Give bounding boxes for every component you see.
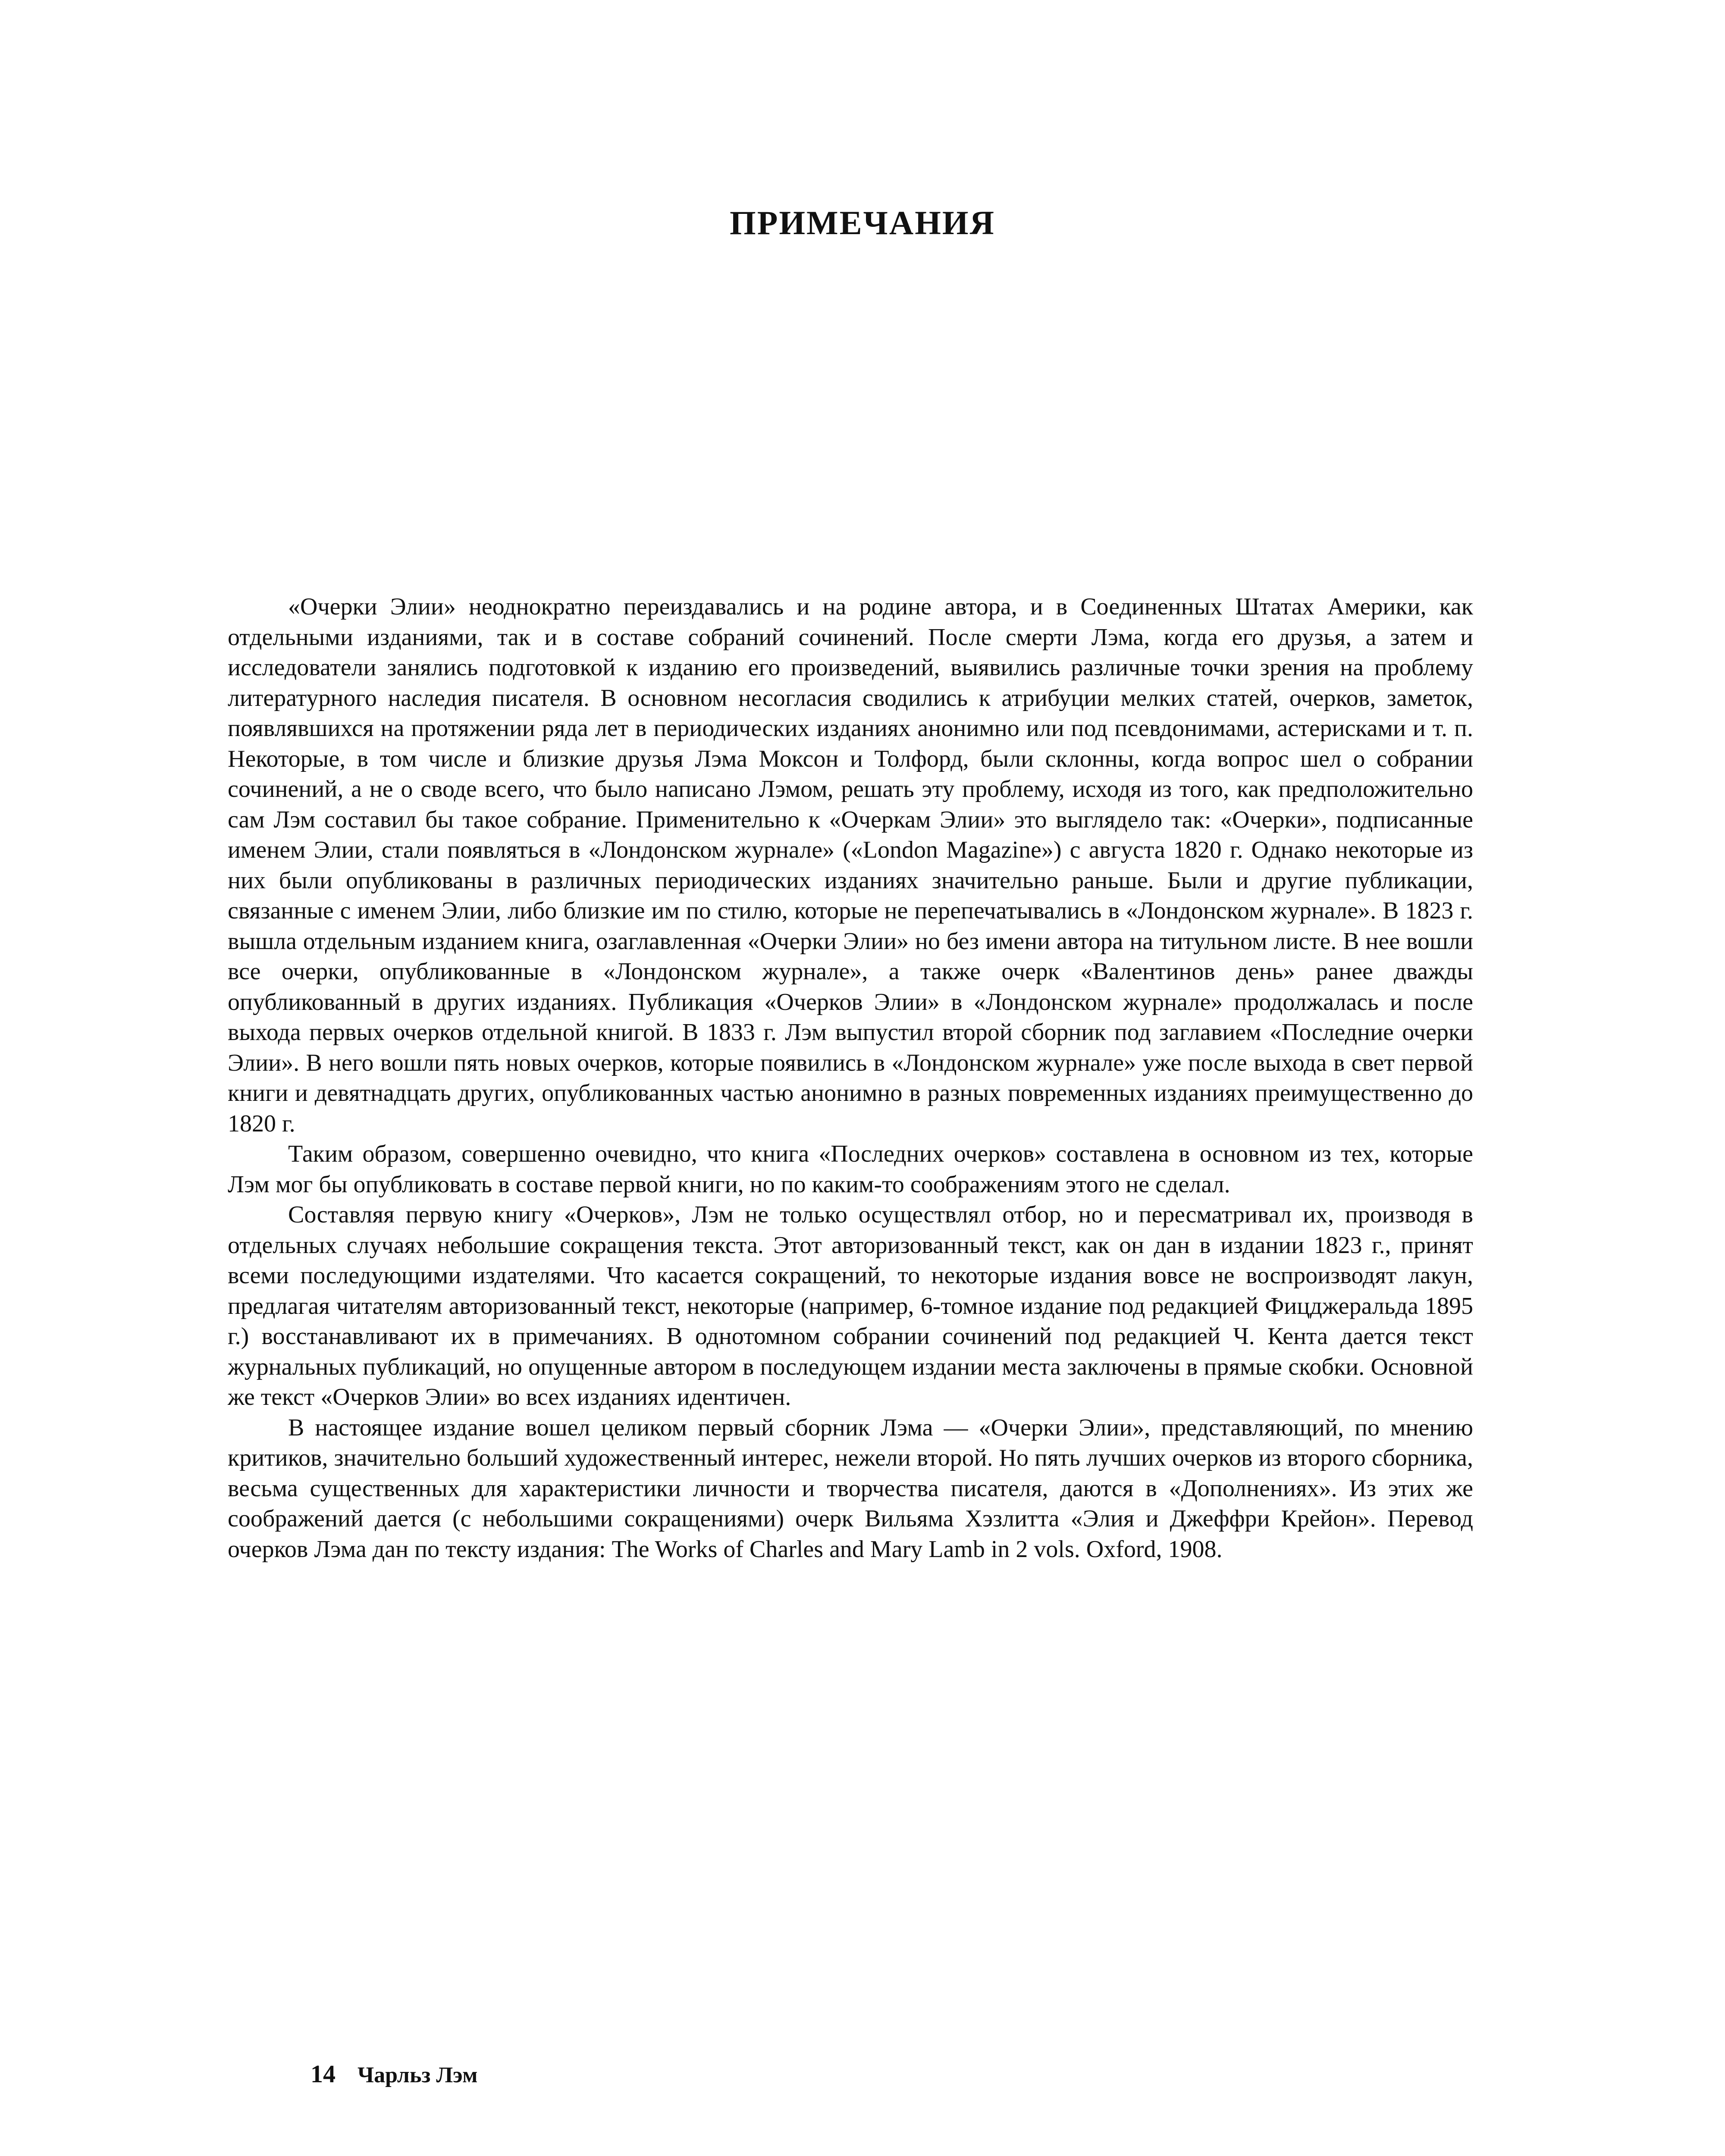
paragraph: «Очерки Элии» неоднократно переиздавались и на родине автора, и в Соединенных Штатах Америки, как отдельными изданиями, так и в составе собраний сочинений. После смерти Лэма, когда его друзья, а затем и исследователи занялись подготовкой к изданию его произведений, выявились различные точки зрения на проблему литературного наследия писателя. В основном несогласия сводились к атрибуции мелких статей, очерков, заметок, появлявшихся на протяжении ряда лет в периодических изданиях анонимно или под псевдонимами, астерисками и т. п. Некоторые, в том числе и близкие друзья Лэма Моксон и Толфорд, были склонны, когда вопрос шел о собрании сочинений, а не о своде всего, что было написано Лэмом, решать эту проблему, исходя из того, как предположительно сам Лэм составил бы такое собрание. Применительно к «Очеркам Элии» это выглядело так: «Очерки», подписанные именем Элии, стали появляться в «Лондонском журнале» («London Magazine») с августа 1820 г. Однако некоторые из них были опубликованы в различных периодических изданиях значительно раньше. Были и другие публикации, связанные с именем Элии, либо близкие им по стилю, которые не перепечатывались в «Лондонском журнале». В 1823 г. вышла отдельным изданием книга, озаглавленная «Очерки Элии» но без имени автора на титульном листе. В нее вошли все очерки, опубликованные в «Лондонском журнале», а также очерк «Валентинов день» ранее дважды опубликованный в других изданиях. Публикация «Очерков Элии» в «Лондонском журнале» продолжалась и после выхода первых очерков отдельной книгой. В 1833 г. Лэм выпустил второй сборник под заглавием «Последние очерки Элии». В него вошли пять новых очерков, которые появились в «Лондонском журнале» уже после выхода в свет первой книги и девятнадцать других, опубликованных частью анонимно в разных повременных изданиях преимущественно до 1820 г.	[228, 593, 1473, 1137]
running-title: Чарльз Лэм	[358, 2063, 478, 2087]
notes-body	[228, 592, 1473, 1564]
paragraph: В настоящее издание вошел целиком первый сборник Лэма — «Очерки Элии», представляющий, по мнению критиков, значительно больший художественный интерес, нежели второй. Но пять лучших очерков из второго сборника, весьма существенных для характеристики личности и творчества писателя, даются в «Дополнениях». Из этих же соображений дается (с небольшими сокращениями) очерк Вильяма Хэзлитта «Элия и Джеффри Крейон». Перевод очерков Лэма дан по тексту издания: The Works of Charles and Mary Lamb in 2 vols. Oxford, 1908.	[228, 1414, 1473, 1563]
page-number: 14	[310, 2060, 336, 2088]
paragraph: Таким образом, совершенно очевидно, что книга «Последних очерков» составлена в основном из тех, которые Лэм мог бы опубликовать в составе первой книги, но по каким-то соображениям этого не сделал.	[228, 1141, 1473, 1198]
page-title: ПРИМЕЧАНИЯ	[730, 204, 995, 242]
paragraph: Составляя первую книгу «Очерков», Лэм не только осуществлял отбор, но и пересматривал их, производя в отдельных случаях небольшие сокращения текста. Этот авторизованный текст, как он дан в издании 1823 г., принят всеми последующими издателями. Что касается сокращений, то некоторые издания вовсе не воспроизводят лакун, предлагая читателям авторизованный текст, некоторые (например, 6-томное издание под редакцией Фицджеральда 1895 г.) восстанавливают их в примечаниях. В однотомном собрании сочинений под редакцией Ч. Кента дается текст журнальных публикаций, но опущенные автором в последующем издании места заключены в прямые скобки. Основной же текст «Очерков Элии» во всех изданиях идентичен.	[228, 1201, 1473, 1410]
page-footer	[310, 2059, 478, 2088]
